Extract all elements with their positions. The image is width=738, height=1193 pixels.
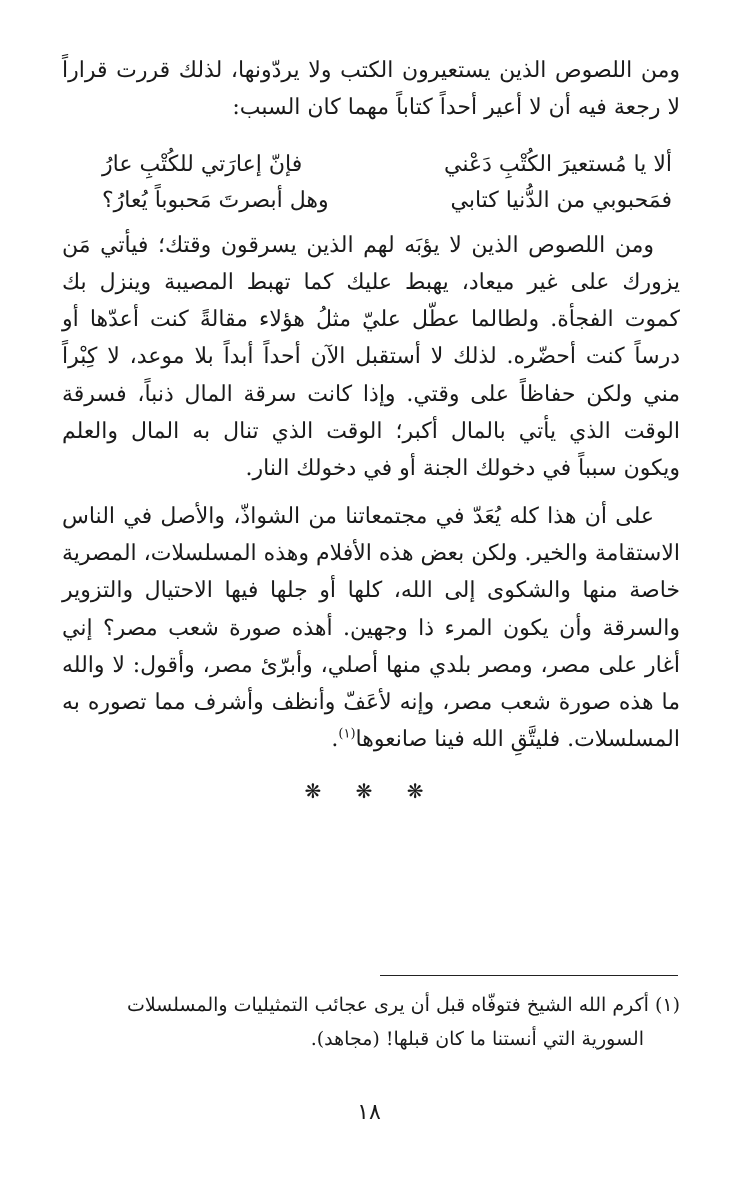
paragraph-3-text: على أن هذا كله يُعَدّ في مجتمعاتنا من الشواذّ، والأصل في الناس الاستقامة والخير. ولكن بعض هذه الأفلام وهذه المسلسلات، المصرية خاصة منها والشكوى إلى الله، كلها أو جلها فيها الاحتيال والتزوير والسرقة وأن يكون المرء ذا وجهين. أهذه صورة شعب مصر؟ إني أغار على مصر، ومصر بلدي منها أصلي، وأبرّئ مصر، وأقول: لا والله ما هذه صورة شعب مصر، وإنه لأعَفّ وأنظف وأشرف مما تصوره به المسلسلات. فليتَّقِ الله فينا صانعوها (62, 503, 680, 753)
paragraph-1: ومن اللصوص الذين يستعيرون الكتب ولا يردّونها، لذلك قررت قراراً لا رجعة فيه أن لا أعير أحداً كتاباً مهما كان السبب: (62, 58, 680, 121)
verse-1-second-hemistich: فإنّ إعارَتي للكُتْبِ عارُ (102, 151, 303, 177)
paragraph-3 (62, 498, 680, 759)
footnote-line-1: (١) أكرم الله الشيخ فتوفّاه قبل أن يرى عجائب التمثيليات والمسلسلات (126, 994, 680, 1016)
verse-2-first-hemistich: فمَحبوبي من الدُّنيا كتابي (450, 187, 672, 213)
paragraph-2: ومن اللصوص الذين لا يؤبَه لهم الذين يسرقون وقتك؛ فيأتي مَن يزورك على غير ميعاد، يهبط عليك كما تهبط المصيبة وينزل بك كموت الفجأة. ولطالما عطّل عليّ مثلُ هؤلاء مقالةً كنت أعدّها أو درساً كنت أحضّره. لذلك لا أستقبل الآن أحداً أبداً بلا موعد، لا كِبْراً مني ولكن حفاظاً على وقتي. وإذا كانت سرقة المال ذنباً، فسرقة الوقت الذي يأتي بالمال أكبر؛ الوقت الذي تنال به المال والعلم ويكون سبباً في دخولك الجنة أو في دخولك النار. (62, 232, 680, 482)
page-number: ١٨ (357, 1100, 381, 1125)
poem-verse-2 (62, 183, 680, 219)
poem-verse-1 (62, 147, 680, 183)
section-separator: ❋ ❋ ❋ (304, 778, 438, 803)
footnote (60, 988, 680, 1056)
page-body (62, 52, 680, 803)
poem (62, 147, 680, 219)
verse-2-second-hemistich: وهل أبصرتَ مَحبوباً يُعارُ؟ (102, 187, 329, 213)
footnote-reference[interactable]: (١) (338, 727, 356, 743)
paragraph-3-end: . (331, 727, 339, 753)
footnote-divider (380, 975, 678, 976)
verse-1-first-hemistich: ألا يا مُستعيرَ الكُتْبِ دَعْني (443, 151, 672, 177)
footnote-line-2: السورية التي أنستنا ما كان قبلها! (مجاهد). (310, 1028, 644, 1050)
